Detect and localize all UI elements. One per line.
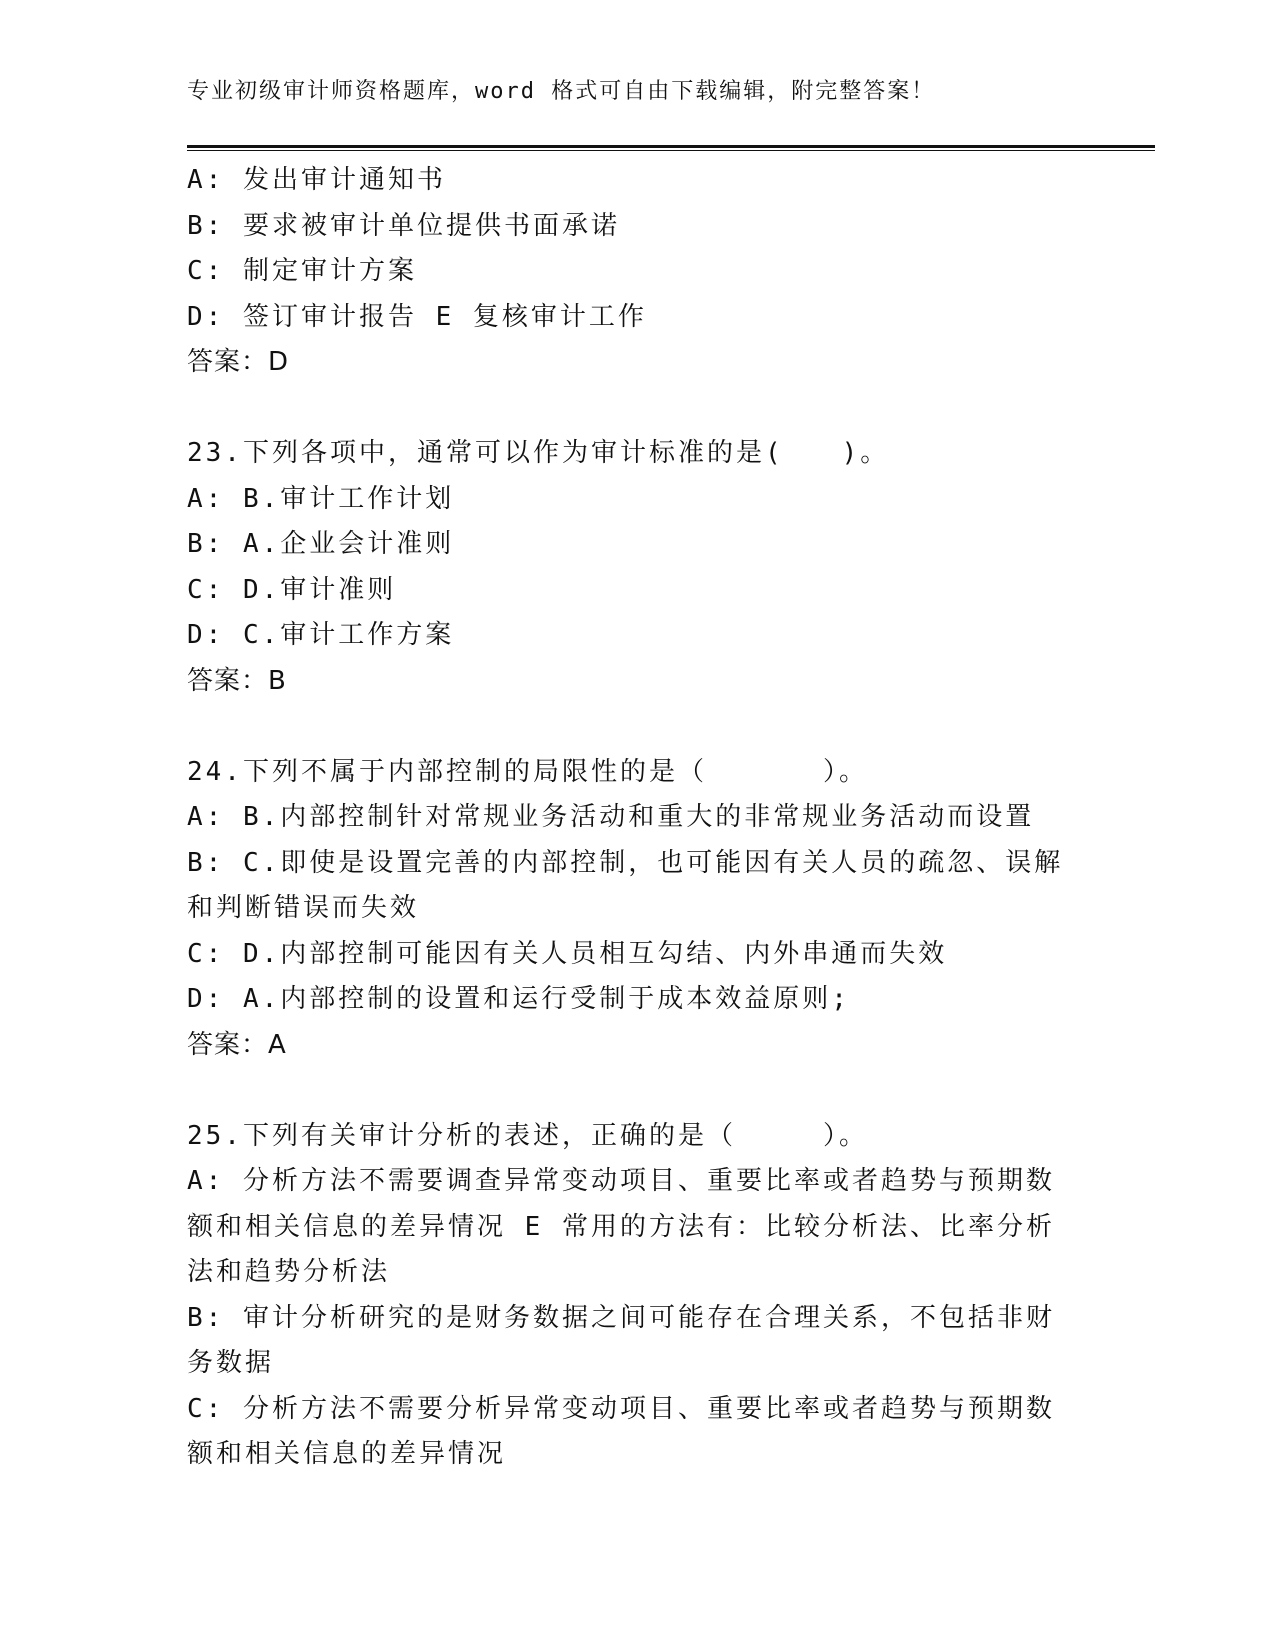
spacer: [187, 704, 1067, 750]
question-24: [187, 750, 1067, 1069]
option-c: C: D.内部控制可能因有关人员相互勾结、内外串通而失效: [187, 938, 948, 969]
option-b: B: 审计分析研究的是财务数据之间可能存在合理关系，不包括非财务数据: [187, 1302, 1055, 1378]
spacer: [187, 1068, 1067, 1114]
option-c: C: 分析方法不需要分析异常变动项目、重要比率或者趋势与预期数额和相关信息的差异情况: [187, 1393, 1055, 1469]
question-stem: 23.下列各项中，通常可以作为审计标准的是( )。: [187, 438, 890, 468]
question-25: [187, 1114, 1067, 1478]
option-c: C: D.审计准则: [187, 574, 397, 605]
answer-line: 答案：D: [187, 347, 290, 377]
option-b: B: A.企业会计准则: [187, 529, 455, 559]
option-d: D: A.内部控制的设置和运行受制于成本效益原则;: [187, 984, 850, 1014]
page-header: 专业初级审计师资格题库，word 格式可自由下载编辑，附完整答案！: [187, 79, 936, 104]
document-body: [187, 158, 1067, 1478]
question-stem: 25.下列有关审计分析的表述，正确的是（ ）。: [187, 1120, 868, 1151]
option-a: A: B.内部控制针对常规业务活动和重大的非常规业务活动而设置: [187, 802, 1035, 832]
option-d: D: C.审计工作方案: [187, 620, 455, 650]
option-a: A: 分析方法不需要调查异常变动项目、重要比率或者趋势与预期数额和相关信息的差异情况 E 常用的方法有：比较分析法、比率分析法和趋势分析法: [187, 1166, 1055, 1287]
option-a: A: B.审计工作计划: [187, 483, 455, 514]
spacer: [187, 386, 1067, 432]
answer-line: 答案：B: [187, 665, 287, 696]
option-a: A: 发出审计通知书: [187, 165, 446, 195]
prev-question-options: [187, 158, 1067, 386]
question-stem: 24.下列不属于内部控制的局限性的是（ ）。: [187, 756, 868, 787]
question-23: [187, 431, 1067, 704]
header-rule-thick: [187, 145, 1155, 148]
option-d: D: 签订审计报告 E 复核审计工作: [187, 301, 647, 332]
option-b: B: C.即使是设置完善的内部控制，也可能因有关人员的疏忽、误解和判断错误而失效: [187, 847, 1064, 923]
option-c: C: 制定审计方案: [187, 256, 417, 286]
header-rule-thin: [187, 150, 1155, 151]
answer-line: 答案：A: [187, 1029, 287, 1060]
option-b: B: 要求被审计单位提供书面承诺: [187, 210, 620, 241]
